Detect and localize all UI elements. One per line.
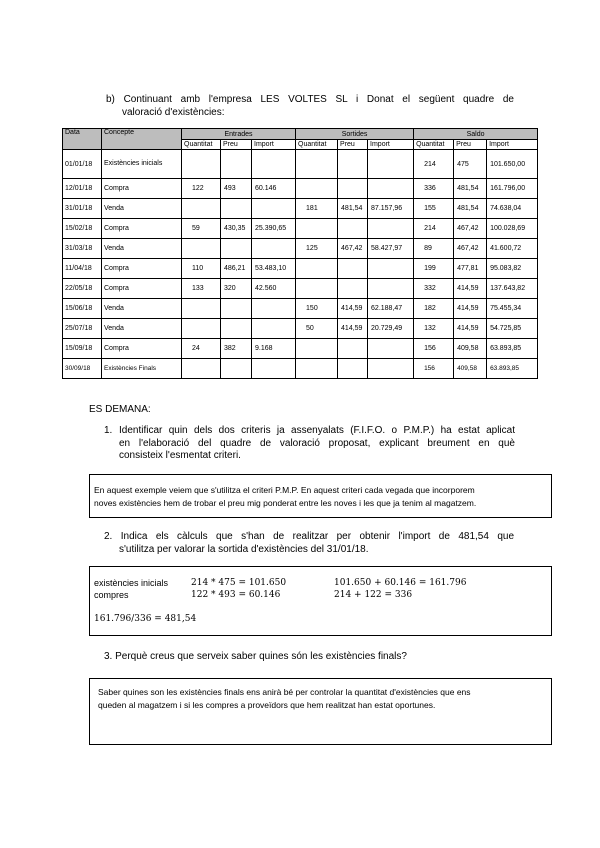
cell-entrades-quantitat — [182, 150, 221, 179]
cell-sortides-quantitat — [296, 339, 338, 359]
answer-1-box — [89, 474, 552, 518]
table-row — [63, 219, 538, 239]
table-row — [63, 339, 538, 359]
sub-header-cell: Import — [368, 140, 414, 150]
cell-saldo-import: 95.083,82 — [487, 259, 538, 279]
intro-line-2: valoració d'existències: — [122, 107, 225, 118]
answer-1-line-1: En aquest exemple veiem que s'utilitza el criteri P.M.P. En aquest criteri cada vegada que incorporem — [94, 485, 475, 495]
cell-saldo-preu: 481,54 — [454, 179, 487, 199]
cell-entrades-preu — [221, 359, 252, 379]
answer-2-box — [89, 566, 552, 636]
cell-sortides-import — [368, 150, 414, 179]
cell-saldo-quantitat: 156 — [414, 339, 454, 359]
cell-entrades-preu — [221, 299, 252, 319]
es-demana-heading: ES DEMANA: — [89, 404, 151, 415]
cell-date: 22/05/18 — [63, 279, 102, 299]
cell-saldo-preu: 409,58 — [454, 359, 487, 379]
cell-sortides-import — [368, 339, 414, 359]
cell-date: 30/09/18 — [63, 359, 102, 379]
cell-concept: Compra — [102, 339, 182, 359]
cell-sortides-import — [368, 259, 414, 279]
cell-saldo-quantitat: 89 — [414, 239, 454, 259]
sub-header-cell: Import — [487, 140, 538, 150]
table-row — [63, 199, 538, 219]
cell-saldo-preu: 409,58 — [454, 339, 487, 359]
calc-label-compres: compres — [94, 590, 129, 600]
answer-3-line-2: queden al magatzem i si les compres a proveïdors que hem realitzat han estat oportunes. — [98, 700, 436, 710]
cell-entrades-import — [252, 199, 296, 219]
question-1-line-2: en l'elaboració del quadre de valoració proposat, explicant breument en què — [119, 437, 515, 449]
cell-concept: Venda — [102, 239, 182, 259]
cell-sortides-quantitat — [296, 359, 338, 379]
cell-saldo-quantitat: 156 — [414, 359, 454, 379]
sub-header-cell: Preu — [338, 140, 368, 150]
cell-entrades-preu — [221, 199, 252, 219]
question-2-line-1: 2. Indica els càlculs que s'han de realitzar per obtenir l'import de 481,54 que — [104, 531, 514, 542]
cell-entrades-quantitat: 24 — [182, 339, 221, 359]
sub-header-cell: Quantitat — [182, 140, 221, 150]
cell-concept: Compra — [102, 259, 182, 279]
cell-entrades-preu: 382 — [221, 339, 252, 359]
table-body — [63, 150, 538, 379]
cell-saldo-import: 75.455,34 — [487, 299, 538, 319]
question-2 — [104, 531, 514, 556]
cell-saldo-preu: 414,59 — [454, 319, 487, 339]
calc-result: 161.796/336 = 481,54 — [94, 614, 197, 624]
header-concepte: Concepte — [102, 129, 182, 150]
cell-sortides-import: 58.427,97 — [368, 239, 414, 259]
cell-sortides-quantitat — [296, 259, 338, 279]
question-1-line-1: Identificar quin dels dos criteris ja assenyalats (F.I.F.O. o P.M.P.) ha estat aplicat — [119, 425, 515, 436]
calc-compres: 122 * 493 = 60.146 — [191, 590, 281, 600]
cell-saldo-preu: 414,59 — [454, 279, 487, 299]
cell-concept: Venda — [102, 299, 182, 319]
answer-3-box — [89, 678, 552, 745]
header-saldo: Saldo — [414, 129, 538, 140]
cell-saldo-import: 137.643,82 — [487, 279, 538, 299]
cell-entrades-import — [252, 150, 296, 179]
cell-entrades-preu: 430,35 — [221, 219, 252, 239]
cell-saldo-quantitat: 336 — [414, 179, 454, 199]
cell-sortides-preu — [338, 179, 368, 199]
cell-concept: Venda — [102, 319, 182, 339]
intro-text — [106, 93, 514, 119]
cell-saldo-preu: 475 — [454, 150, 487, 179]
header-sortides: Sortides — [296, 129, 414, 140]
cell-saldo-import: 41.600,72 — [487, 239, 538, 259]
cell-sortides-preu — [338, 150, 368, 179]
cell-entrades-quantitat: 133 — [182, 279, 221, 299]
cell-entrades-import: 60.146 — [252, 179, 296, 199]
sub-header-cell: Import — [252, 140, 296, 150]
table-row — [63, 299, 538, 319]
cell-entrades-import: 53.483,10 — [252, 259, 296, 279]
cell-entrades-quantitat — [182, 199, 221, 219]
table-row — [63, 319, 538, 339]
cell-sortides-quantitat: 150 — [296, 299, 338, 319]
cell-sortides-preu: 481,54 — [338, 199, 368, 219]
cell-concept: Compra — [102, 279, 182, 299]
question-1-line-3: consisteix l'esmentat criteri. — [119, 450, 241, 461]
cell-sortides-import — [368, 179, 414, 199]
cell-saldo-quantitat: 199 — [414, 259, 454, 279]
cell-sortides-preu — [338, 339, 368, 359]
cell-saldo-import: 101.650,00 — [487, 150, 538, 179]
cell-date: 15/06/18 — [63, 299, 102, 319]
cell-date: 31/03/18 — [63, 239, 102, 259]
calc-label-inicials: existències inicials — [94, 578, 169, 588]
cell-sortides-preu — [338, 219, 368, 239]
cell-sortides-preu — [338, 359, 368, 379]
cell-saldo-quantitat: 182 — [414, 299, 454, 319]
cell-entrades-preu — [221, 319, 252, 339]
cell-entrades-import — [252, 239, 296, 259]
cell-entrades-import — [252, 299, 296, 319]
cell-saldo-import: 63.893,85 — [487, 339, 538, 359]
cell-saldo-import: 161.796,00 — [487, 179, 538, 199]
cell-saldo-preu: 467,42 — [454, 239, 487, 259]
answer-3-line-1: Saber quines son les existències finals ens anirà bé per controlar la quantitat d'existències que ens — [98, 687, 471, 697]
table-row — [63, 259, 538, 279]
cell-entrades-preu — [221, 150, 252, 179]
cell-entrades-quantitat — [182, 299, 221, 319]
cell-sortides-quantitat: 181 — [296, 199, 338, 219]
cell-entrades-preu — [221, 239, 252, 259]
cell-saldo-quantitat: 332 — [414, 279, 454, 299]
cell-sortides-quantitat — [296, 279, 338, 299]
cell-saldo-preu: 467,42 — [454, 219, 487, 239]
header-entrades: Entrades — [182, 129, 296, 140]
cell-sortides-quantitat — [296, 219, 338, 239]
sub-header-cell: Quantitat — [296, 140, 338, 150]
cell-sortides-import — [368, 359, 414, 379]
cell-entrades-import: 25.390,65 — [252, 219, 296, 239]
cell-date: 11/04/18 — [63, 259, 102, 279]
cell-saldo-import: 63.893,85 — [487, 359, 538, 379]
sub-header-cell: Preu — [221, 140, 252, 150]
cell-sortides-preu: 414,59 — [338, 299, 368, 319]
cell-date: 15/09/18 — [63, 339, 102, 359]
cell-sortides-import: 20.729,49 — [368, 319, 414, 339]
cell-sortides-preu: 467,42 — [338, 239, 368, 259]
cell-saldo-import: 74.638,04 — [487, 199, 538, 219]
calc-sum-import: 101.650 + 60.146 = 161.796 — [334, 578, 467, 588]
cell-sortides-import — [368, 219, 414, 239]
table-row — [63, 239, 538, 259]
cell-entrades-import: 42.560 — [252, 279, 296, 299]
cell-saldo-preu: 477,81 — [454, 259, 487, 279]
cell-date: 31/01/18 — [63, 199, 102, 219]
cell-sortides-import: 87.157,96 — [368, 199, 414, 219]
answer-1-line-2: noves existències hem de trobar el preu mig ponderat entre les noves i les que ja tenim al magatzem. — [94, 498, 477, 508]
cell-entrades-preu: 486,21 — [221, 259, 252, 279]
question-1-number: 1. — [104, 425, 113, 436]
cell-saldo-import: 100.028,69 — [487, 219, 538, 239]
table-row — [63, 279, 538, 299]
cell-saldo-quantitat: 214 — [414, 150, 454, 179]
calc-inicials: 214 * 475 = 101.650 — [191, 578, 287, 588]
header-data: Data — [63, 129, 102, 150]
cell-sortides-quantitat: 50 — [296, 319, 338, 339]
intro-line-1: b) Continuant amb l'empresa LES VOLTES SL i Donat el següent quadre de — [106, 94, 514, 105]
cell-entrades-preu: 493 — [221, 179, 252, 199]
cell-sortides-import — [368, 279, 414, 299]
cell-entrades-quantitat: 59 — [182, 219, 221, 239]
cell-saldo-quantitat: 155 — [414, 199, 454, 219]
cell-concept: Existències Finals — [102, 359, 182, 379]
cell-entrades-quantitat — [182, 319, 221, 339]
cell-entrades-preu: 320 — [221, 279, 252, 299]
cell-sortides-quantitat — [296, 150, 338, 179]
question-1 — [104, 425, 515, 463]
cell-concept: Compra — [102, 219, 182, 239]
question-2-line-2: s'utilitza per valorar la sortida d'existències del 31/01/18. — [119, 543, 369, 555]
cell-entrades-quantitat — [182, 239, 221, 259]
inventory-valuation-table — [62, 128, 538, 379]
sub-header-cell: Preu — [454, 140, 487, 150]
cell-entrades-import: 9.168 — [252, 339, 296, 359]
table-row — [63, 150, 538, 179]
cell-saldo-preu: 481,54 — [454, 199, 487, 219]
calc-sum-quantity: 214 + 122 = 336 — [334, 590, 413, 600]
cell-concept: Venda — [102, 199, 182, 219]
cell-sortides-preu — [338, 279, 368, 299]
cell-saldo-quantitat: 132 — [414, 319, 454, 339]
table-row — [63, 179, 538, 199]
cell-entrades-quantitat: 122 — [182, 179, 221, 199]
cell-concept: Compra — [102, 179, 182, 199]
cell-sortides-preu — [338, 259, 368, 279]
question-3: 3. Perquè creus que serveix saber quines són les existències finals? — [104, 651, 407, 662]
cell-sortides-quantitat — [296, 179, 338, 199]
cell-entrades-quantitat: 110 — [182, 259, 221, 279]
cell-entrades-quantitat — [182, 359, 221, 379]
sub-header-cell: Quantitat — [414, 140, 454, 150]
cell-saldo-import: 54.725,85 — [487, 319, 538, 339]
cell-saldo-quantitat: 214 — [414, 219, 454, 239]
cell-sortides-preu: 414,59 — [338, 319, 368, 339]
cell-sortides-import: 62.188,47 — [368, 299, 414, 319]
cell-date: 12/01/18 — [63, 179, 102, 199]
cell-date: 25/07/18 — [63, 319, 102, 339]
cell-date: 01/01/18 — [63, 150, 102, 179]
cell-entrades-import — [252, 359, 296, 379]
cell-entrades-import — [252, 319, 296, 339]
cell-saldo-preu: 414,59 — [454, 299, 487, 319]
cell-date: 15/02/18 — [63, 219, 102, 239]
cell-concept: Existències inicials — [102, 150, 182, 179]
table-row — [63, 359, 538, 379]
cell-sortides-quantitat: 125 — [296, 239, 338, 259]
